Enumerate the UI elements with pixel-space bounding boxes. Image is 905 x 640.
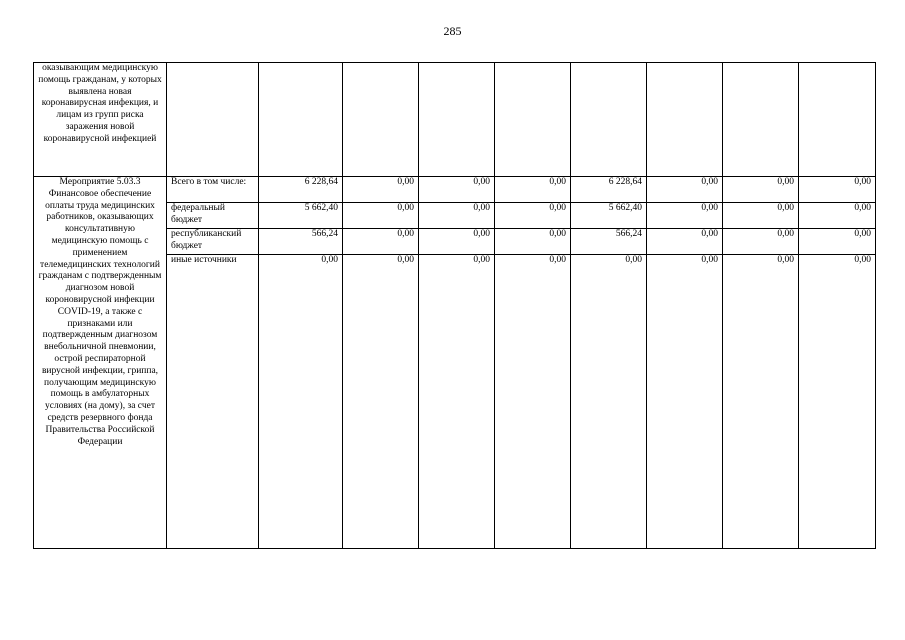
value-cell: 0,00	[343, 255, 419, 549]
prev-row-description: оказывающим медицинскую помощь гражданам, у которых выявлена новая коронавирусная инфекция, и лицам из групп риска заражения новой коронавирусной инфекцией	[34, 63, 167, 177]
value-cell: 0,00	[799, 203, 876, 229]
value-cell: 0,00	[259, 255, 343, 549]
value-cell: 566,24	[259, 229, 343, 255]
value-cell: 0,00	[419, 177, 495, 203]
page-number: 285	[443, 24, 462, 38]
value-cell: 0,00	[647, 229, 723, 255]
value-cell: 0,00	[343, 203, 419, 229]
table-row	[34, 63, 876, 177]
value-cell: 0,00	[419, 203, 495, 229]
table-cell	[167, 63, 259, 177]
value-cell: 0,00	[799, 255, 876, 549]
table-cell	[419, 63, 495, 177]
value-cell: 0,00	[647, 255, 723, 549]
value-cell: 0,00	[647, 177, 723, 203]
value-cell: 0,00	[723, 255, 799, 549]
value-cell: 0,00	[799, 229, 876, 255]
value-cell: 6 228,64	[571, 177, 647, 203]
table-cell	[647, 63, 723, 177]
value-cell: 0,00	[723, 229, 799, 255]
value-cell: 6 228,64	[259, 177, 343, 203]
table-cell	[343, 63, 419, 177]
table-row	[34, 177, 876, 203]
source-label: иные источники	[167, 255, 259, 549]
value-cell: 0,00	[343, 177, 419, 203]
value-cell: 0,00	[723, 203, 799, 229]
value-cell: 0,00	[723, 177, 799, 203]
value-cell: 0,00	[799, 177, 876, 203]
source-label: Всего в том числе:	[167, 177, 259, 203]
value-cell: 0,00	[495, 255, 571, 549]
value-cell: 5 662,40	[259, 203, 343, 229]
table-cell	[495, 63, 571, 177]
value-cell: 0,00	[647, 203, 723, 229]
value-cell: 5 662,40	[571, 203, 647, 229]
value-cell: 0,00	[495, 229, 571, 255]
value-cell: 0,00	[571, 255, 647, 549]
source-label: республиканский бюджет	[167, 229, 259, 255]
table-cell	[799, 63, 876, 177]
table-cell	[723, 63, 799, 177]
budget-table	[33, 62, 876, 549]
table-cell	[571, 63, 647, 177]
source-label: федеральный бюджет	[167, 203, 259, 229]
activity-description: Мероприятие 5.03.3 Финансовое обеспечение оплаты труда медицинских работников, оказывающих консультативную медицинскую помощь с применением телемедицинских технологий гражданам с подтвержденным диагнозом новой короновирусной инфекции COVID-19, а также с признаками или подтвержденным диагнозом внебольничной пневмонии, острой респираторной вирусной инфекции, гриппа, получающим медицинскую помощь в амбулаторных условиях (на дому), за счет средств резервного фонда Правительства Российской Федерации	[34, 177, 167, 549]
table-cell	[259, 63, 343, 177]
value-cell: 0,00	[495, 177, 571, 203]
value-cell: 0,00	[419, 255, 495, 549]
value-cell: 566,24	[571, 229, 647, 255]
value-cell: 0,00	[419, 229, 495, 255]
value-cell: 0,00	[343, 229, 419, 255]
value-cell: 0,00	[495, 203, 571, 229]
